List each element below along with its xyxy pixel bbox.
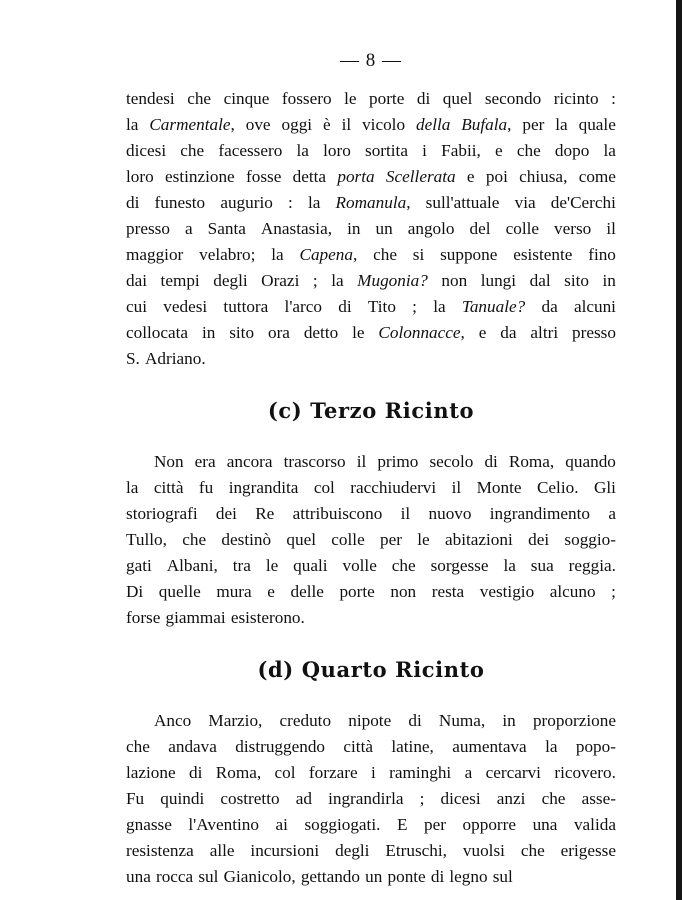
word: delle bbox=[290, 582, 324, 601]
word: de'Cerchi bbox=[550, 193, 616, 212]
word: la bbox=[126, 115, 139, 134]
word: proporzione bbox=[532, 711, 616, 730]
word: a bbox=[184, 219, 193, 238]
word: dicesi bbox=[440, 789, 481, 808]
text-line bbox=[126, 501, 616, 527]
word: porte bbox=[339, 582, 375, 601]
text-line bbox=[126, 242, 616, 268]
word: Tullo, bbox=[126, 530, 167, 549]
word: di bbox=[416, 89, 431, 108]
text-line bbox=[126, 112, 616, 138]
word: ; bbox=[611, 582, 616, 601]
word: anzi bbox=[496, 789, 526, 808]
word: cui bbox=[126, 297, 147, 316]
word: un bbox=[375, 219, 393, 238]
word: una bbox=[532, 815, 558, 834]
word: soggio- bbox=[564, 530, 616, 549]
word: e bbox=[495, 141, 503, 160]
word: , bbox=[460, 323, 465, 342]
word: tra bbox=[232, 556, 251, 575]
word: una bbox=[126, 867, 151, 886]
word: porte bbox=[369, 89, 405, 108]
word: racchiudervi bbox=[350, 478, 437, 497]
word: gnasse bbox=[126, 815, 172, 834]
word: : bbox=[288, 193, 293, 212]
word: di bbox=[126, 193, 140, 212]
word: E bbox=[396, 815, 408, 834]
word: di bbox=[338, 297, 352, 316]
word: a bbox=[464, 763, 473, 782]
word: quando bbox=[565, 452, 616, 471]
word: Non bbox=[154, 452, 184, 471]
word: un bbox=[365, 867, 383, 886]
text-line bbox=[126, 864, 616, 890]
italic-word: Capena bbox=[299, 245, 353, 264]
word: sul bbox=[198, 867, 219, 886]
word: esistente bbox=[513, 245, 573, 264]
word: il bbox=[451, 478, 462, 497]
word: presso bbox=[126, 219, 170, 238]
word: ; bbox=[412, 297, 417, 316]
word-group bbox=[461, 112, 511, 138]
word: col bbox=[313, 478, 335, 497]
word: , bbox=[352, 245, 358, 264]
word: asse- bbox=[581, 789, 616, 808]
word: che bbox=[520, 841, 545, 860]
word: il bbox=[356, 452, 367, 471]
text-line bbox=[126, 190, 616, 216]
text-line bbox=[126, 708, 616, 734]
word: in bbox=[201, 323, 216, 342]
word: Adriano. bbox=[145, 349, 206, 368]
word: sito bbox=[564, 271, 589, 290]
word: Numa, bbox=[438, 711, 486, 730]
word: Re bbox=[255, 504, 275, 523]
word: Etruschi, bbox=[385, 841, 447, 860]
word: ove bbox=[245, 115, 271, 134]
word: vestigio bbox=[479, 582, 535, 601]
word: la bbox=[433, 297, 446, 316]
word: era bbox=[194, 452, 216, 471]
word: quale bbox=[578, 115, 616, 134]
word: in bbox=[347, 219, 361, 238]
word: attribuiscono bbox=[292, 504, 383, 523]
text-line bbox=[126, 527, 616, 553]
word: ingrandirla bbox=[328, 789, 404, 808]
word: Orazi bbox=[261, 271, 300, 290]
word: ricovero. bbox=[554, 763, 616, 782]
word: degli bbox=[213, 271, 248, 290]
paragraph bbox=[126, 449, 616, 631]
word: colle bbox=[505, 219, 539, 238]
word: presso bbox=[572, 323, 616, 342]
word: aumentava bbox=[452, 737, 527, 756]
word: quelle bbox=[158, 582, 201, 601]
word: Fu bbox=[126, 789, 145, 808]
word: dal bbox=[529, 271, 551, 290]
word: per bbox=[424, 815, 446, 834]
word: Monte bbox=[476, 478, 522, 497]
word: Tito bbox=[367, 297, 396, 316]
word: forse bbox=[126, 608, 161, 627]
word: Santa bbox=[207, 219, 246, 238]
word: e bbox=[267, 582, 275, 601]
word: il bbox=[606, 219, 616, 238]
text-line bbox=[126, 449, 616, 475]
word: Roma, bbox=[215, 763, 262, 782]
word: le bbox=[265, 556, 279, 575]
word: collocata bbox=[126, 323, 189, 342]
word-group bbox=[300, 242, 358, 268]
word: mura bbox=[216, 582, 252, 601]
word: da bbox=[541, 297, 558, 316]
word: Anastasia, bbox=[260, 219, 333, 238]
word: dai bbox=[126, 271, 147, 290]
word: chiusa, bbox=[519, 167, 568, 186]
word: che bbox=[516, 141, 541, 160]
word: alcuno bbox=[549, 582, 596, 601]
word: sito bbox=[229, 323, 255, 342]
word: , bbox=[230, 115, 235, 134]
word: quel bbox=[286, 530, 316, 549]
word: ancora bbox=[226, 452, 273, 471]
word: dei bbox=[215, 504, 237, 523]
text-line bbox=[126, 346, 616, 372]
word: col bbox=[274, 763, 296, 782]
word: le bbox=[344, 89, 357, 108]
text-line bbox=[126, 294, 616, 320]
word: la bbox=[296, 141, 309, 160]
word: alcuni bbox=[573, 297, 616, 316]
italic-word: Colonnacce bbox=[378, 323, 461, 342]
text-line bbox=[126, 605, 616, 631]
word: verso bbox=[554, 219, 592, 238]
word: maggior bbox=[126, 245, 184, 264]
word: soggiogati. bbox=[304, 815, 381, 834]
word: per bbox=[522, 115, 545, 134]
word: città bbox=[153, 478, 184, 497]
word: costretto bbox=[220, 789, 280, 808]
word: Gli bbox=[593, 478, 616, 497]
text-line bbox=[126, 734, 616, 760]
word: che bbox=[126, 737, 150, 756]
italic-word: Tanuale? bbox=[461, 297, 526, 316]
scan-edge bbox=[676, 0, 682, 900]
word: è bbox=[323, 115, 331, 134]
italic-word: Mugonia? bbox=[357, 271, 428, 290]
word: in bbox=[602, 271, 616, 290]
word: secolo bbox=[429, 452, 474, 471]
word: estinzione bbox=[165, 167, 235, 186]
word: secondo bbox=[484, 89, 542, 108]
text-line bbox=[126, 579, 616, 605]
word: ora bbox=[267, 323, 290, 342]
word: popo- bbox=[575, 737, 616, 756]
word: detta bbox=[292, 167, 327, 186]
text-line bbox=[126, 475, 616, 501]
word-group bbox=[336, 190, 411, 216]
word: degli bbox=[335, 841, 370, 860]
text-line bbox=[126, 812, 616, 838]
word: l'Aventino bbox=[188, 815, 259, 834]
word: nipote bbox=[348, 711, 392, 730]
word: dicesi bbox=[126, 141, 167, 160]
word: sua bbox=[530, 556, 554, 575]
word: in bbox=[502, 711, 516, 730]
word: lungi bbox=[480, 271, 517, 290]
word: da bbox=[500, 323, 517, 342]
word: resistenza bbox=[126, 841, 194, 860]
word: le bbox=[352, 323, 365, 342]
word: Anco bbox=[154, 711, 192, 730]
word: la bbox=[271, 245, 284, 264]
word: di bbox=[189, 763, 203, 782]
word-group bbox=[149, 112, 234, 138]
text-line bbox=[126, 838, 616, 864]
word: sull'attuale bbox=[425, 193, 500, 212]
word: fossero bbox=[281, 89, 332, 108]
word: primo bbox=[377, 452, 419, 471]
word: erigesse bbox=[560, 841, 616, 860]
word: i bbox=[422, 141, 427, 160]
word: reggia. bbox=[568, 556, 616, 575]
word: del bbox=[469, 219, 491, 238]
word: abitazioni bbox=[445, 530, 513, 549]
text-line bbox=[126, 216, 616, 242]
word: altri bbox=[530, 323, 559, 342]
word: raminghi bbox=[389, 763, 452, 782]
word: fino bbox=[588, 245, 616, 264]
word: che bbox=[180, 141, 205, 160]
word: poi bbox=[485, 167, 508, 186]
word: resta bbox=[431, 582, 465, 601]
word: , bbox=[507, 115, 512, 134]
word: la bbox=[503, 556, 516, 575]
word: suppone bbox=[440, 245, 498, 264]
word: la bbox=[126, 478, 139, 497]
page-number: — 8 — bbox=[340, 50, 402, 71]
word: gati bbox=[126, 556, 152, 575]
text-line bbox=[126, 786, 616, 812]
word: creduto bbox=[279, 711, 332, 730]
word: vedesi bbox=[163, 297, 208, 316]
word: vicolo bbox=[362, 115, 406, 134]
word: che bbox=[391, 556, 416, 575]
word: ai bbox=[275, 815, 288, 834]
word: ad bbox=[295, 789, 312, 808]
word: giammai bbox=[165, 608, 226, 627]
text-line bbox=[126, 760, 616, 786]
italic-word: Scellerata bbox=[385, 167, 456, 186]
word: esisterono. bbox=[230, 608, 305, 627]
word: ponte bbox=[387, 867, 426, 886]
word: ingrandimento bbox=[489, 504, 591, 523]
word: tempi bbox=[160, 271, 200, 290]
word: l'arco bbox=[284, 297, 322, 316]
italic-word: della bbox=[415, 115, 451, 134]
text-line bbox=[126, 553, 616, 579]
word: ; bbox=[419, 789, 425, 808]
word: nuovo bbox=[428, 504, 472, 523]
word: via bbox=[514, 193, 536, 212]
word: facessero bbox=[218, 141, 283, 160]
word: per bbox=[380, 530, 402, 549]
word: trascorso bbox=[283, 452, 346, 471]
text-line bbox=[126, 164, 616, 190]
word: che bbox=[541, 789, 566, 808]
word: fosse bbox=[246, 167, 282, 186]
word: Celio. bbox=[536, 478, 579, 497]
word: di bbox=[430, 867, 445, 886]
word: quel bbox=[442, 89, 473, 108]
word: e bbox=[466, 167, 475, 186]
word: augurio bbox=[220, 193, 273, 212]
word: e bbox=[478, 323, 487, 342]
word: valida bbox=[573, 815, 616, 834]
word: tendesi bbox=[126, 89, 175, 108]
word: oggi bbox=[281, 115, 313, 134]
text-line bbox=[126, 86, 616, 112]
word: latine, bbox=[391, 737, 434, 756]
word: che bbox=[373, 245, 397, 264]
word: loro bbox=[126, 167, 154, 186]
word-group bbox=[378, 320, 464, 346]
italic-word: Bufala bbox=[461, 115, 508, 134]
word: ricinto bbox=[553, 89, 599, 108]
word: città bbox=[343, 737, 373, 756]
word: dei bbox=[528, 530, 550, 549]
word: Albani, bbox=[166, 556, 218, 575]
word: S. bbox=[126, 349, 140, 368]
word: velabro; bbox=[199, 245, 256, 264]
text-line bbox=[126, 268, 616, 294]
section-heading: (c) Terzo Ricinto bbox=[267, 398, 475, 423]
word: la bbox=[603, 141, 616, 160]
word: cercarvi bbox=[485, 763, 541, 782]
word: fu bbox=[198, 478, 214, 497]
word: dopo bbox=[554, 141, 590, 160]
word: Roma, bbox=[508, 452, 555, 471]
word: sorgesse bbox=[430, 556, 489, 575]
word: alle bbox=[209, 841, 235, 860]
word: funesto bbox=[154, 193, 206, 212]
word: gettando bbox=[300, 867, 360, 886]
italic-word: Carmentale bbox=[149, 115, 231, 134]
word: legno bbox=[449, 867, 488, 886]
word: il bbox=[400, 504, 411, 523]
word: andava bbox=[168, 737, 217, 756]
word: angolo bbox=[407, 219, 455, 238]
word: la bbox=[307, 193, 321, 212]
italic-word: Romanula bbox=[335, 193, 407, 212]
word: che bbox=[187, 89, 212, 108]
word: ingrandita bbox=[228, 478, 299, 497]
word: Di bbox=[126, 582, 144, 601]
book-page bbox=[126, 50, 616, 890]
word: non bbox=[441, 271, 468, 290]
word: , bbox=[406, 193, 411, 212]
paragraph bbox=[126, 708, 616, 890]
page-content bbox=[126, 86, 616, 890]
word: la bbox=[545, 737, 558, 756]
word: : bbox=[611, 89, 616, 108]
word: forzare bbox=[308, 763, 358, 782]
word: storiografi bbox=[126, 504, 198, 523]
text-line bbox=[126, 320, 616, 346]
word: opporre bbox=[462, 815, 516, 834]
word: detto bbox=[303, 323, 339, 342]
word: di bbox=[408, 711, 422, 730]
word: rocca bbox=[155, 867, 194, 886]
word: tuttora bbox=[223, 297, 269, 316]
word: sul bbox=[492, 867, 513, 886]
word: a bbox=[608, 504, 616, 523]
word: il bbox=[341, 115, 352, 134]
word: sortita bbox=[365, 141, 408, 160]
word: distruggendo bbox=[235, 737, 326, 756]
word: ; bbox=[312, 271, 318, 290]
word: Gianicolo, bbox=[223, 867, 296, 886]
word: la bbox=[555, 115, 568, 134]
word: lazione bbox=[126, 763, 176, 782]
word: come bbox=[578, 167, 616, 186]
word: incursioni bbox=[250, 841, 320, 860]
section-heading: (d) Quarto Ricinto bbox=[257, 657, 485, 682]
word: volle bbox=[342, 556, 377, 575]
word: la bbox=[331, 271, 344, 290]
paragraph bbox=[126, 86, 616, 372]
text-line bbox=[126, 138, 616, 164]
italic-word: porta bbox=[337, 167, 375, 186]
word: che bbox=[182, 530, 207, 549]
word: di bbox=[484, 452, 498, 471]
word: Marzio, bbox=[208, 711, 263, 730]
word: vuolsi bbox=[462, 841, 505, 860]
word: le bbox=[417, 530, 430, 549]
word: cinque bbox=[223, 89, 270, 108]
word: i bbox=[370, 763, 376, 782]
word: loro bbox=[323, 141, 351, 160]
word: quali bbox=[293, 556, 328, 575]
word: destinò bbox=[221, 530, 272, 549]
word: quindi bbox=[160, 789, 205, 808]
word: Fabii, bbox=[441, 141, 481, 160]
word: colle bbox=[331, 530, 365, 549]
word: si bbox=[412, 245, 425, 264]
word: non bbox=[390, 582, 417, 601]
